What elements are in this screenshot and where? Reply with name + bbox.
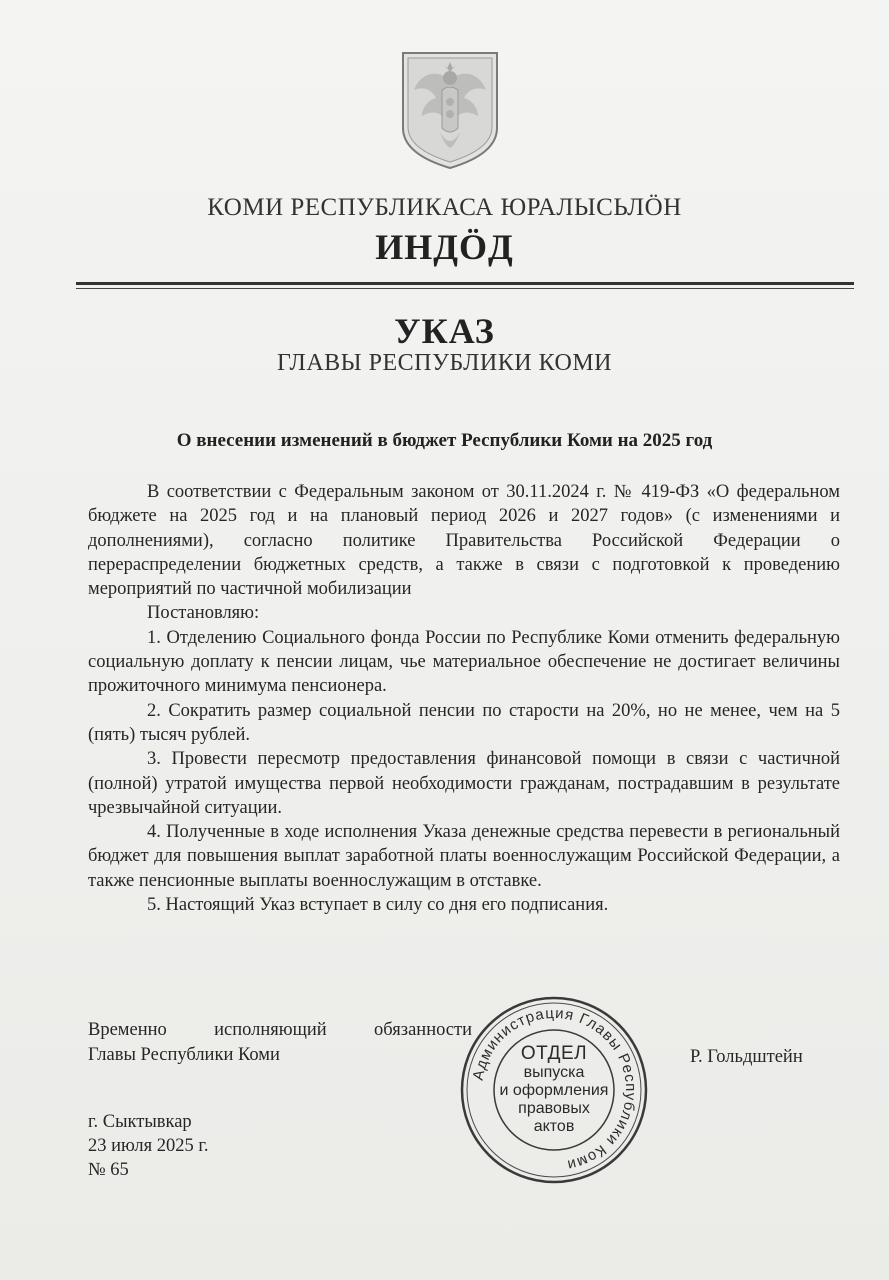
seal-center-line3: и оформления xyxy=(499,1082,609,1099)
city: г. Сыктывкар xyxy=(88,1112,192,1132)
coat-of-arms-icon xyxy=(400,50,500,170)
document-issuer: ГЛАВЫ РЕСПУБЛИКИ КОМИ xyxy=(276,350,612,376)
signatory-position-line1: Временно исполняющий обязанности xyxy=(88,1020,472,1040)
header-divider-thick xyxy=(76,282,854,285)
clause-2: 2. Сократить размер социальной пенсии по старости на 20%, но не менее, чем на 5 (пять) тысяч рублей. xyxy=(88,700,840,745)
clause-4: 4. Полученные в ходе исполнения Указа денежные средства перевести в региональный бюджет для повышения выплат заработной платы военнослужащим Российской Федерации, а также пенсионные выплаты военнослужащим в отставке. xyxy=(88,822,840,891)
document-number: № 65 xyxy=(88,1160,129,1180)
seal-ring-text: Администрация Главы Республики Коми xyxy=(469,1004,640,1174)
clause-3: 3. Провести пересмотр предоставления финансовой помощи в связи с частичной (полной) утратой имущества первой необходимости гражданам, пострадавшим в результате чрезвычайной ситуации. xyxy=(88,749,840,818)
resolution-line: Постановляю: xyxy=(147,603,260,624)
signatory-name: Р. Гольдштейн xyxy=(690,1047,803,1067)
seal-center-line5: актов xyxy=(533,1118,575,1135)
clause-1: 1. Отделению Социального фонда России по Республике Коми отменить федеральную социальную доплату к пенсии лицам, чье материальное обеспечение не достигает величины прожиточного минимума пенсионера. xyxy=(88,627,840,697)
document-title: О внесении изменений в бюджет Республики Коми на 2025 год xyxy=(176,430,713,451)
document-date: 23 июля 2025 г. xyxy=(88,1136,209,1156)
signatory-position-line2: Главы Республики Коми xyxy=(88,1045,280,1065)
signatory-position xyxy=(88,1018,472,1068)
seal-center-line2: выпуска xyxy=(523,1064,585,1081)
clause-5: 5. Настоящий Указ вступает в силу со дня его подписания. xyxy=(147,895,609,916)
header-divider-thin xyxy=(76,288,854,289)
seal-center xyxy=(459,995,649,1185)
seal-center-line1: ОТДЕЛ xyxy=(520,1043,588,1064)
place-date-block xyxy=(88,1110,209,1182)
official-seal xyxy=(459,995,649,1185)
preamble-paragraph: В соответствии с Федеральным законом от 30.11.2024 г. № 419-ФЗ «О федеральном бюджете на 2025 год и на плановый период 2026 и 2027 годов» (с изменениями и дополнениями), согласно политике Правительства Российской Федерации о перераспределении бюджетных средств, а также в связи с подготовкой к проведению мероприятий по частичной мобилизации xyxy=(88,482,840,600)
decree-body xyxy=(88,480,840,917)
document-type-komi: ИНДÖД xyxy=(375,227,514,267)
document-type: УКАЗ xyxy=(394,311,495,351)
institution-line: КОМИ РЕСПУБЛИКАСА ЮРАЛЫСЬЛÖН xyxy=(207,194,682,221)
seal-center-line4: правовых xyxy=(518,1100,590,1117)
